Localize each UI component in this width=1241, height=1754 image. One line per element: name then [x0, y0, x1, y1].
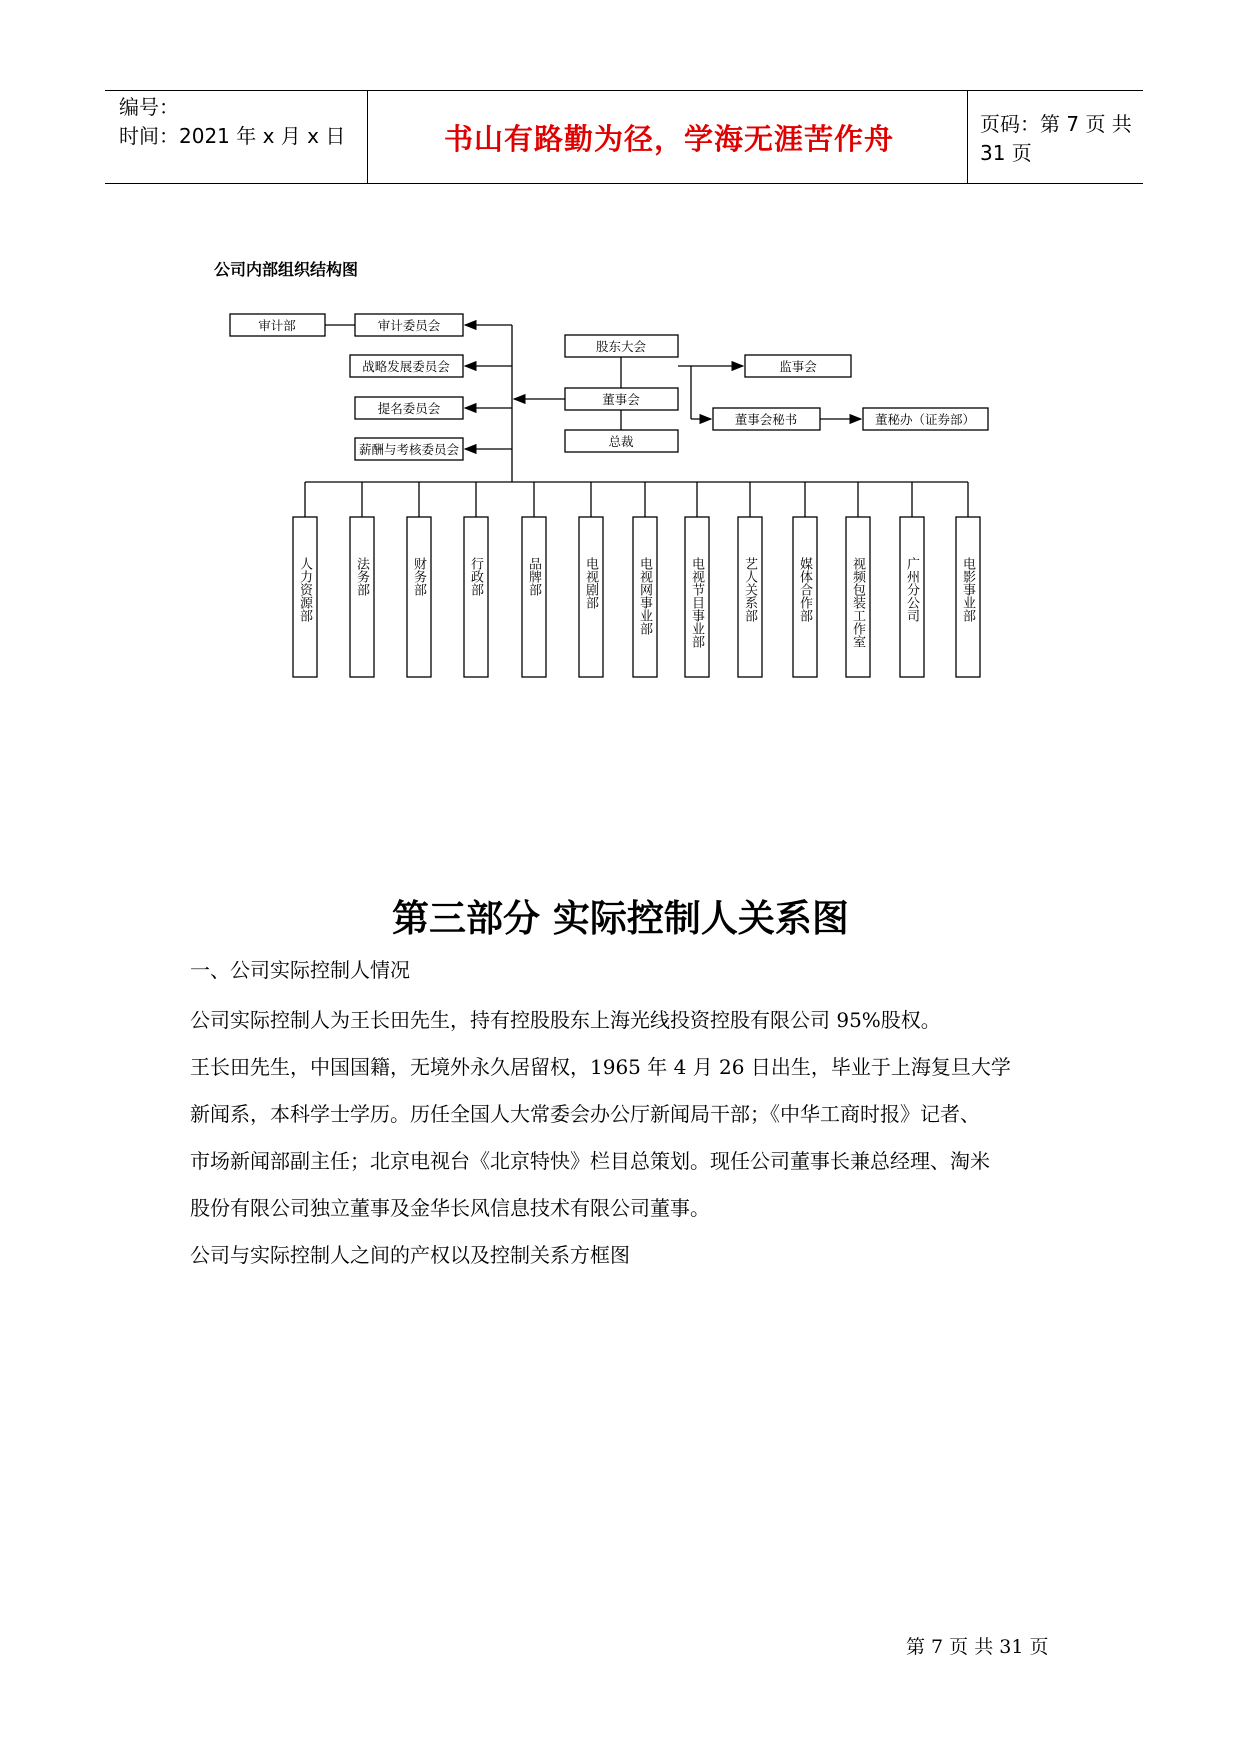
department-box	[522, 517, 546, 677]
paragraph-line: 新闻系，本科学士学历。历任全国人大常委会办公厅新闻局干部；《中华工商时报》记者、	[190, 1102, 980, 1126]
paragraph-line: 王长田先生，中国国籍，无境外永久居留权，1965 年 4 月 26 日出生，毕业于上海复旦大学	[190, 1055, 1011, 1079]
department-label: 财务部	[411, 557, 426, 596]
department-label: 人力资源部	[297, 557, 312, 622]
org-chart	[0, 0, 1241, 720]
department-box	[407, 517, 431, 677]
shareholders-label: 股东大会	[595, 339, 647, 354]
committee-label: 薪酬与考核委员会	[358, 442, 460, 457]
document-date: 时间：2021 年 x 月 x 日	[119, 124, 346, 148]
department-label: 艺人关系部	[742, 557, 757, 622]
board-label: 董事会	[602, 392, 640, 407]
department-box	[350, 517, 374, 677]
committee-label: 提名委员会	[377, 401, 441, 416]
department-label: 媒体合作部	[797, 557, 812, 622]
department-label: 法务部	[354, 557, 369, 596]
department-label: 电视节目事业部	[689, 557, 704, 648]
paragraph-line: 股份有限公司独立董事及金华长风信息技术有限公司董事。	[190, 1196, 710, 1220]
committee-label: 审计委员会	[377, 318, 441, 333]
department-label: 电视网事业部	[637, 557, 652, 635]
org-chart-title: 公司内部组织结构图	[214, 260, 359, 279]
header-page-info: 页码：第 7 页 共 31 页	[980, 112, 1132, 165]
department-box	[464, 517, 488, 677]
supervisory-label: 监事会	[779, 359, 817, 374]
page-footer: 第 7 页 共 31 页	[906, 1636, 1049, 1658]
section-title: 第三部分 实际控制人关系图	[392, 896, 849, 940]
president-label: 总裁	[608, 434, 634, 449]
department-label: 电影事业部	[960, 557, 975, 622]
board-secretary-label: 董事会秘书	[734, 412, 798, 427]
document-number-label: 编号：	[119, 95, 179, 119]
department-label: 广州分公司	[904, 557, 919, 622]
audit-dept-label: 审计部	[258, 318, 296, 333]
department-label: 视频包装工作室	[850, 557, 865, 648]
department-label: 行政部	[468, 557, 483, 596]
board-office-label: 董秘办（证券部）	[874, 412, 976, 427]
header-motto: 书山有路勤为径，学海无涯苦作舟	[443, 121, 894, 156]
paragraph-line: 公司与实际控制人之间的产权以及控制关系方框图	[190, 1243, 630, 1267]
paragraph-line: 市场新闻部副主任；北京电视台《北京特快》栏目总策划。现任公司董事长兼总经理、淘米	[190, 1149, 990, 1173]
committee-label: 战略发展委员会	[362, 359, 450, 374]
department-label: 品牌部	[526, 557, 541, 596]
department-label: 电视剧部	[583, 557, 598, 609]
paragraph-line: 公司实际控制人为王长田先生，持有控股股东上海光线投资控股有限公司 95%股权。	[190, 1008, 941, 1032]
subsection-heading: 一、公司实际控制人情况	[190, 958, 410, 982]
